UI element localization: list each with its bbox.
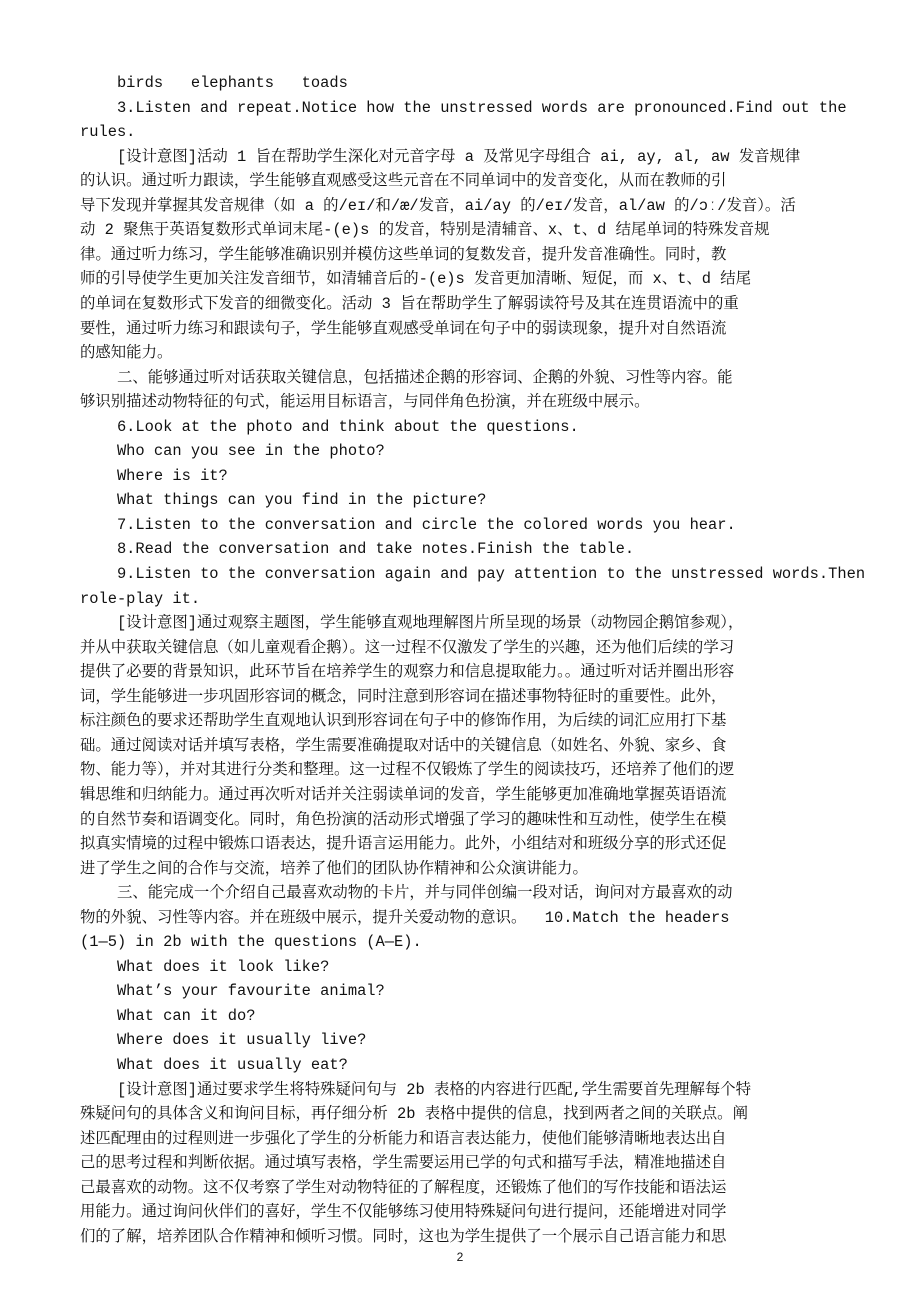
text-line: 的自然节奏和语调变化。同时，角色扮演的活动形式增强了学习的趣味性和互动性，使学生在模	[80, 810, 727, 829]
text-line: 础。通过阅读对话并填写表格，学生需要准确提取对话中的关键信息（如姓名、外貌、家乡、食	[80, 736, 727, 755]
text-line: Where does it usually live?	[80, 1031, 367, 1050]
page-number: 2	[456, 1250, 464, 1264]
text-line: 3.Listen and repeat.Notice how the unstressed words are pronounced.Find out the	[80, 98, 847, 117]
text-line: [设计意图]通过要求学生将特殊疑问句与 2b 表格的内容进行匹配,学生需要首先理解每个特	[80, 1080, 752, 1099]
text-line: 拟真实情境的过程中锻炼口语表达，提升语言运用能力。此外，小组结对和班级分享的形式还促	[80, 835, 727, 854]
text-line: 导下发现并掌握其发音规律（如 a 的/eɪ/和/æ/发音，ai/ay 的/eɪ/发音，al/aw 的/ɔː/发音）。活	[80, 196, 796, 215]
text-line: 提供了必要的背景知识，此环节旨在培养学生的观察力和信息提取能力。。通过听对话并圈出形容	[80, 663, 735, 682]
text-line: (1—5) in 2b with the questions (A—E).	[80, 933, 422, 952]
text-line: 二、能够通过听对话获取关键信息，包括描述企鹅的形容词、企鹅的外貌、习性等内容。能	[80, 368, 733, 387]
text-line: 要性，通过听力练习和跟读句子，学生能够直观感受单词在句子中的弱读现象，提升对自然语流	[80, 319, 727, 338]
text-line: 师的引导使学生更加关注发音细节，如清辅音后的-(e)s 发音更加清晰、短促，而 x、t、d 结尾	[80, 270, 752, 289]
text-line: 词，学生能够进一步巩固形容词的概念，同时注意到形容词在描述事物特征时的重要性。此外，	[80, 687, 727, 706]
text-line: birds elephants toads	[80, 74, 348, 92]
text-line: 8.Read the conversation and take notes.Finish the table.	[80, 540, 635, 559]
text-line: 物、能力等），并对其进行分类和整理。这一过程不仅锻炼了学生的阅读技巧，还培养了他们的逻	[80, 761, 735, 780]
text-line: What does it usually eat?	[80, 1056, 348, 1074]
text-line: 的单词在复数形式下发音的细微变化。活动 3 旨在帮助学生了解弱读符号及其在连贯语流中的重	[80, 294, 739, 313]
text-line: 三、能完成一个介绍自己最喜欢动物的卡片，并与同伴创编一段对话，询问对方最喜欢的动	[80, 884, 733, 903]
text-line: 进了学生之间的合作与交流，培养了他们的团队协作精神和公众演讲能力。	[80, 859, 588, 878]
text-line: 够识别描述动物特征的句式，能运用目标语言，与同伴角色扮演，并在班级中展示。	[80, 393, 650, 412]
text-line: Where is it?	[80, 466, 228, 485]
text-line: Who can you see in the photo?	[80, 442, 385, 461]
text-line: 6.Look at the photo and think about the questions.	[80, 417, 579, 436]
text-line: 律。通过听力练习，学生能够准确识别并模仿这些单词的复数发音，提升发音准确性。同时，教	[80, 245, 727, 264]
text-line: 动 2 聚焦于英语复数形式单词末尾-(e)s 的发音，特别是清辅音、x、t、d 结尾单词的特殊发音规	[80, 221, 770, 240]
text-line: What can it do?	[80, 1006, 256, 1025]
text-line: role-play it.	[80, 589, 201, 608]
text-line: 标注颜色的要求还帮助学生直观地认识到形容词在句子中的修饰作用，为后续的词汇应用打下基	[80, 712, 727, 731]
text-line: What’s your favourite animal?	[80, 982, 385, 1001]
text-line: 9.Listen to the conversation again and pay attention to the unstressed words.Then	[80, 565, 866, 583]
text-line: 用能力。通过询问伙伴们的喜好，学生不仅能够练习使用特殊疑问句进行提问，还能增进对同学	[80, 1203, 727, 1222]
text-line: 己最喜欢的动物。这不仅考察了学生对动物特征的了解程度，还锻炼了他们的写作技能和语法运	[80, 1178, 727, 1197]
text-line: 们的了解，培养团队合作精神和倾听习惯。同时，这也为学生提供了一个展示自己语言能力和思	[80, 1227, 727, 1246]
text-line: rules.	[80, 123, 136, 142]
text-line: 辑思维和归纳能力。通过再次听对话并关注弱读单词的发音，学生能够更加准确地掌握英语语流	[80, 785, 727, 804]
text-line: 述匹配理由的过程则进一步强化了学生的分析能力和语言表达能力，使他们能够清晰地表达出自	[80, 1129, 727, 1148]
text-line: [设计意图]活动 1 旨在帮助学生深化对元音字母 a 及常见字母组合 ai, ay, al, aw 发音规律	[80, 147, 801, 166]
text-line: 的认识。通过听力跟读，学生能够直观感受这些元音在不同单词中的发音变化，从而在教师的引	[80, 172, 727, 191]
text-line: 物的外貌、习性等内容。并在班级中展示，提升关爱动物的意识。 10.Match the headers	[80, 908, 730, 927]
text-line: What things can you find in the picture?	[80, 491, 487, 510]
text-line: What does it look like?	[80, 957, 330, 976]
text-line: 己的思考过程和判断依据。通过填写表格，学生需要运用已学的句式和描写手法，精准地描述自	[80, 1154, 727, 1173]
text-line: 殊疑问句的具体含义和询问目标，再仔细分析 2b 表格中提供的信息，找到两者之间的关联点。阐	[80, 1105, 748, 1124]
text-line: 的感知能力。	[80, 344, 173, 363]
text-line: 并从中获取关键信息（如儿童观看企鹅）。这一过程不仅激发了学生的兴趣，还为他们后续的学习	[80, 638, 735, 657]
text-line: 7.Listen to the conversation and circle the colored words you hear.	[80, 515, 736, 534]
text-line: [设计意图]通过观察主题图，学生能够直观地理解图片所呈现的场景（动物园企鹅馆参观），	[80, 614, 744, 633]
